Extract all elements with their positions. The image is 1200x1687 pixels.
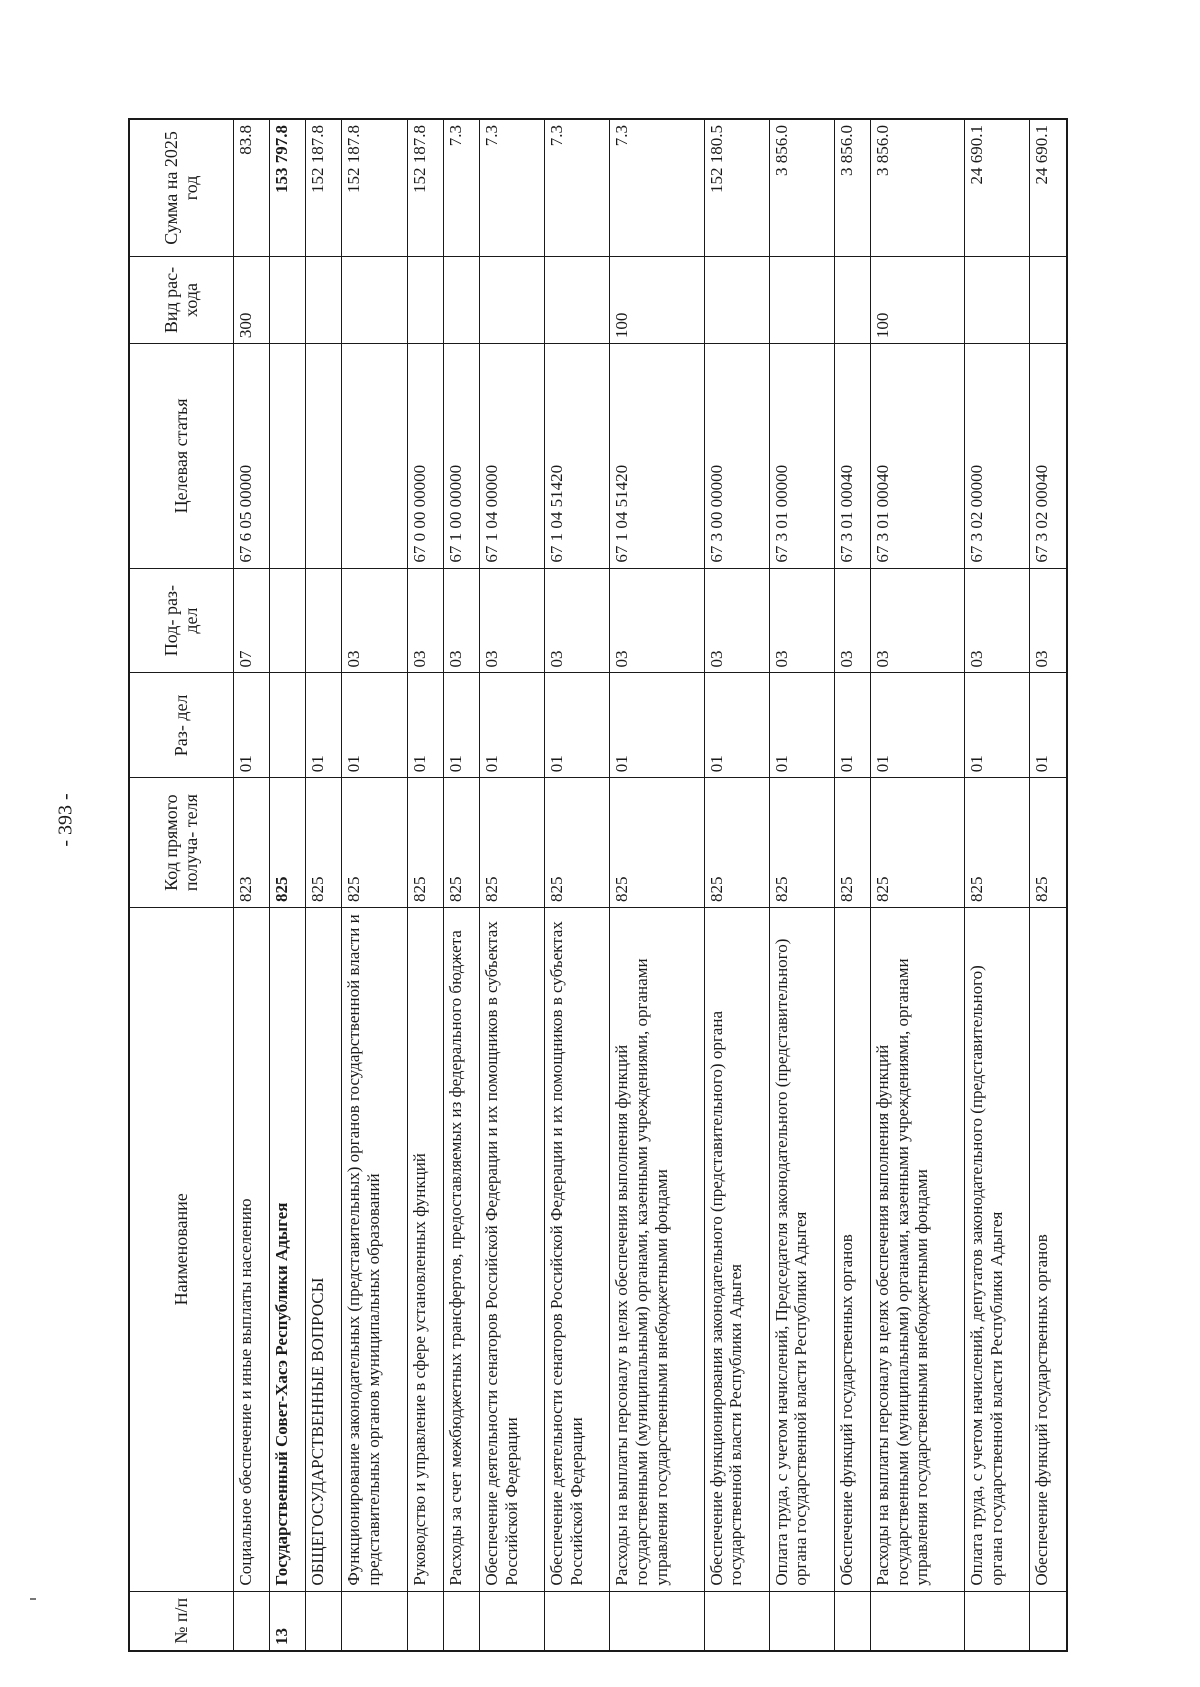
row-num (834, 1591, 870, 1651)
row-name: Обеспечение функций государственных органов (834, 907, 870, 1591)
row-recipient: 825 (269, 778, 305, 908)
row-sum: 152 180.5 (704, 119, 769, 256)
row-name: Расходы на выплаты персоналу в целях обеспечения выполнения функций государственными (муниципальными) органами, казенными учреждениями, органами управления государственными внебюджетными фондами (610, 907, 704, 1591)
row-subsection: 03 (610, 568, 704, 673)
row-subsection: 07 (233, 568, 269, 673)
row-expense (769, 256, 834, 343)
row-expense (704, 256, 769, 343)
row-subsection: 03 (704, 568, 769, 673)
row-sum: 3 856.0 (871, 119, 965, 256)
table-row (306, 119, 342, 1651)
row-section: 01 (704, 673, 769, 778)
row-expense (965, 256, 1030, 343)
row-num: 13 (269, 1591, 305, 1651)
row-expense (306, 256, 342, 343)
row-article: 67 6 05 00000 (233, 344, 269, 569)
row-section: 01 (871, 673, 965, 778)
row-section: 01 (545, 673, 610, 778)
row-section: 01 (306, 673, 342, 778)
row-num (342, 1591, 407, 1651)
row-section: 01 (1030, 673, 1067, 778)
row-recipient: 825 (965, 778, 1030, 908)
table-header-row (129, 119, 233, 1651)
row-recipient: 825 (545, 778, 610, 908)
row-article: 67 3 02 00040 (1030, 344, 1067, 569)
row-section: 01 (834, 673, 870, 778)
row-section: 01 (480, 673, 545, 778)
table-row (269, 119, 305, 1651)
row-name: Оплата труда, с учетом начислений, Председателя законодательного (представительного) органа государственной власти Республики Адыгея (769, 907, 834, 1591)
row-name: Расходы за счет межбюджетных трансфертов, предоставляемых из федерального бюджета (443, 907, 479, 1591)
row-name: Обеспечение функций государственных органов (1030, 907, 1067, 1591)
row-sum: 153 797.8 (269, 119, 305, 256)
row-name: Государственный Совет-Хасэ Республики Адыгея (269, 907, 305, 1591)
header-sum: Сумма на 2025 год (129, 119, 233, 256)
table-row (610, 119, 704, 1651)
row-num (704, 1591, 769, 1651)
row-num (1030, 1591, 1067, 1651)
row-article: 67 1 04 51420 (545, 344, 610, 569)
row-name: Расходы на выплаты персоналу в целях обеспечения выполнения функций государственными (муниципальными) органами, казенными учреждениями, органами управления государственными внебюджетными фондами (871, 907, 965, 1591)
row-subsection (306, 568, 342, 673)
row-num (443, 1591, 479, 1651)
header-subsection: Под- раз- дел (129, 568, 233, 673)
row-section (269, 673, 305, 778)
row-article: 67 3 00 00000 (704, 344, 769, 569)
budget-table (128, 118, 1068, 1652)
row-num (306, 1591, 342, 1651)
row-name: Социальное обеспечение и иные выплаты населению (233, 907, 269, 1591)
header-section: Раз- дел (129, 673, 233, 778)
table-row (407, 119, 443, 1651)
table-row (769, 119, 834, 1651)
row-expense: 300 (233, 256, 269, 343)
row-expense (1030, 256, 1067, 343)
row-num (769, 1591, 834, 1651)
table-row (443, 119, 479, 1651)
row-recipient: 825 (834, 778, 870, 908)
row-name: ОБЩЕГОСУДАРСТВЕННЫЕ ВОПРОСЫ (306, 907, 342, 1591)
table-row (233, 119, 269, 1651)
row-name: Обеспечение функционирования законодательного (представительного) органа государственной власти Республики Адыгея (704, 907, 769, 1591)
row-expense (407, 256, 443, 343)
row-recipient: 825 (1030, 778, 1067, 908)
row-expense: 100 (871, 256, 965, 343)
table-row (704, 119, 769, 1651)
row-sum: 7.3 (443, 119, 479, 256)
row-expense: 100 (610, 256, 704, 343)
row-name: Обеспечение деятельности сенаторов Российской Федерации и их помощников в субъектах Российской Федерации (545, 907, 610, 1591)
row-subsection: 03 (1030, 568, 1067, 673)
scan-mark (30, 1598, 36, 1600)
row-expense (443, 256, 479, 343)
row-num (480, 1591, 545, 1651)
row-article (342, 344, 407, 569)
row-subsection: 03 (480, 568, 545, 673)
table-row (480, 119, 545, 1651)
row-section: 01 (443, 673, 479, 778)
row-article: 67 3 01 00000 (769, 344, 834, 569)
row-num (610, 1591, 704, 1651)
row-article: 67 3 01 00040 (871, 344, 965, 569)
row-sum: 152 187.8 (342, 119, 407, 256)
row-expense (269, 256, 305, 343)
table-row (834, 119, 870, 1651)
table-row (545, 119, 610, 1651)
row-article (269, 344, 305, 569)
row-subsection: 03 (407, 568, 443, 673)
header-expense: Вид рас- хода (129, 256, 233, 343)
row-recipient: 825 (769, 778, 834, 908)
row-subsection: 03 (834, 568, 870, 673)
row-recipient: 825 (443, 778, 479, 908)
row-subsection: 03 (545, 568, 610, 673)
row-section: 01 (610, 673, 704, 778)
row-num (545, 1591, 610, 1651)
row-subsection: 03 (342, 568, 407, 673)
budget-table-rotated (128, 118, 1068, 1652)
row-article: 67 0 00 00000 (407, 344, 443, 569)
row-num (233, 1591, 269, 1651)
row-section: 01 (769, 673, 834, 778)
row-name: Функционирование законодательных (представительных) органов государственной власти и представительных органов муниципальных образований (342, 907, 407, 1591)
row-name: Обеспечение деятельности сенаторов Российской Федерации и их помощников в субъектах Российской Федерации (480, 907, 545, 1591)
page-number: - 393 - (54, 793, 77, 847)
row-section: 01 (407, 673, 443, 778)
row-subsection: 03 (965, 568, 1030, 673)
row-num (871, 1591, 965, 1651)
row-name: Руководство и управление в сфере установленных функций (407, 907, 443, 1591)
row-num (965, 1591, 1030, 1651)
table-row (342, 119, 407, 1651)
header-num: № п/п (129, 1591, 233, 1651)
row-sum: 3 856.0 (834, 119, 870, 256)
row-expense (545, 256, 610, 343)
row-recipient: 825 (407, 778, 443, 908)
row-sum: 83.8 (233, 119, 269, 256)
table-row (965, 119, 1030, 1651)
row-sum: 7.3 (480, 119, 545, 256)
row-recipient: 823 (233, 778, 269, 908)
row-recipient: 825 (610, 778, 704, 908)
row-section: 01 (342, 673, 407, 778)
row-recipient: 825 (306, 778, 342, 908)
row-section: 01 (233, 673, 269, 778)
row-article (306, 344, 342, 569)
row-article: 67 1 00 00000 (443, 344, 479, 569)
header-recipient: Код прямого получа- теля (129, 778, 233, 908)
row-subsection: 03 (443, 568, 479, 673)
table-row (1030, 119, 1067, 1651)
row-section: 01 (965, 673, 1030, 778)
row-expense (342, 256, 407, 343)
row-sum: 24 690.1 (1030, 119, 1067, 256)
row-recipient: 825 (871, 778, 965, 908)
row-recipient: 825 (480, 778, 545, 908)
row-sum: 7.3 (610, 119, 704, 256)
row-article: 67 1 04 51420 (610, 344, 704, 569)
row-sum: 152 187.8 (407, 119, 443, 256)
row-expense (834, 256, 870, 343)
header-name: Наименование (129, 907, 233, 1591)
row-sum: 24 690.1 (965, 119, 1030, 256)
row-article: 67 3 02 00000 (965, 344, 1030, 569)
row-sum: 3 856.0 (769, 119, 834, 256)
row-expense (480, 256, 545, 343)
row-article: 67 1 04 00000 (480, 344, 545, 569)
row-subsection: 03 (769, 568, 834, 673)
row-subsection: 03 (871, 568, 965, 673)
row-recipient: 825 (704, 778, 769, 908)
row-subsection (269, 568, 305, 673)
row-sum: 7.3 (545, 119, 610, 256)
header-article: Целевая статья (129, 344, 233, 569)
table-row (871, 119, 965, 1651)
row-sum: 152 187.8 (306, 119, 342, 256)
row-article: 67 3 01 00040 (834, 344, 870, 569)
row-num (407, 1591, 443, 1651)
row-recipient: 825 (342, 778, 407, 908)
row-name: Оплата труда, с учетом начислений, депутатов законодательного (представительного) органа государственной власти Республики Адыгея (965, 907, 1030, 1591)
